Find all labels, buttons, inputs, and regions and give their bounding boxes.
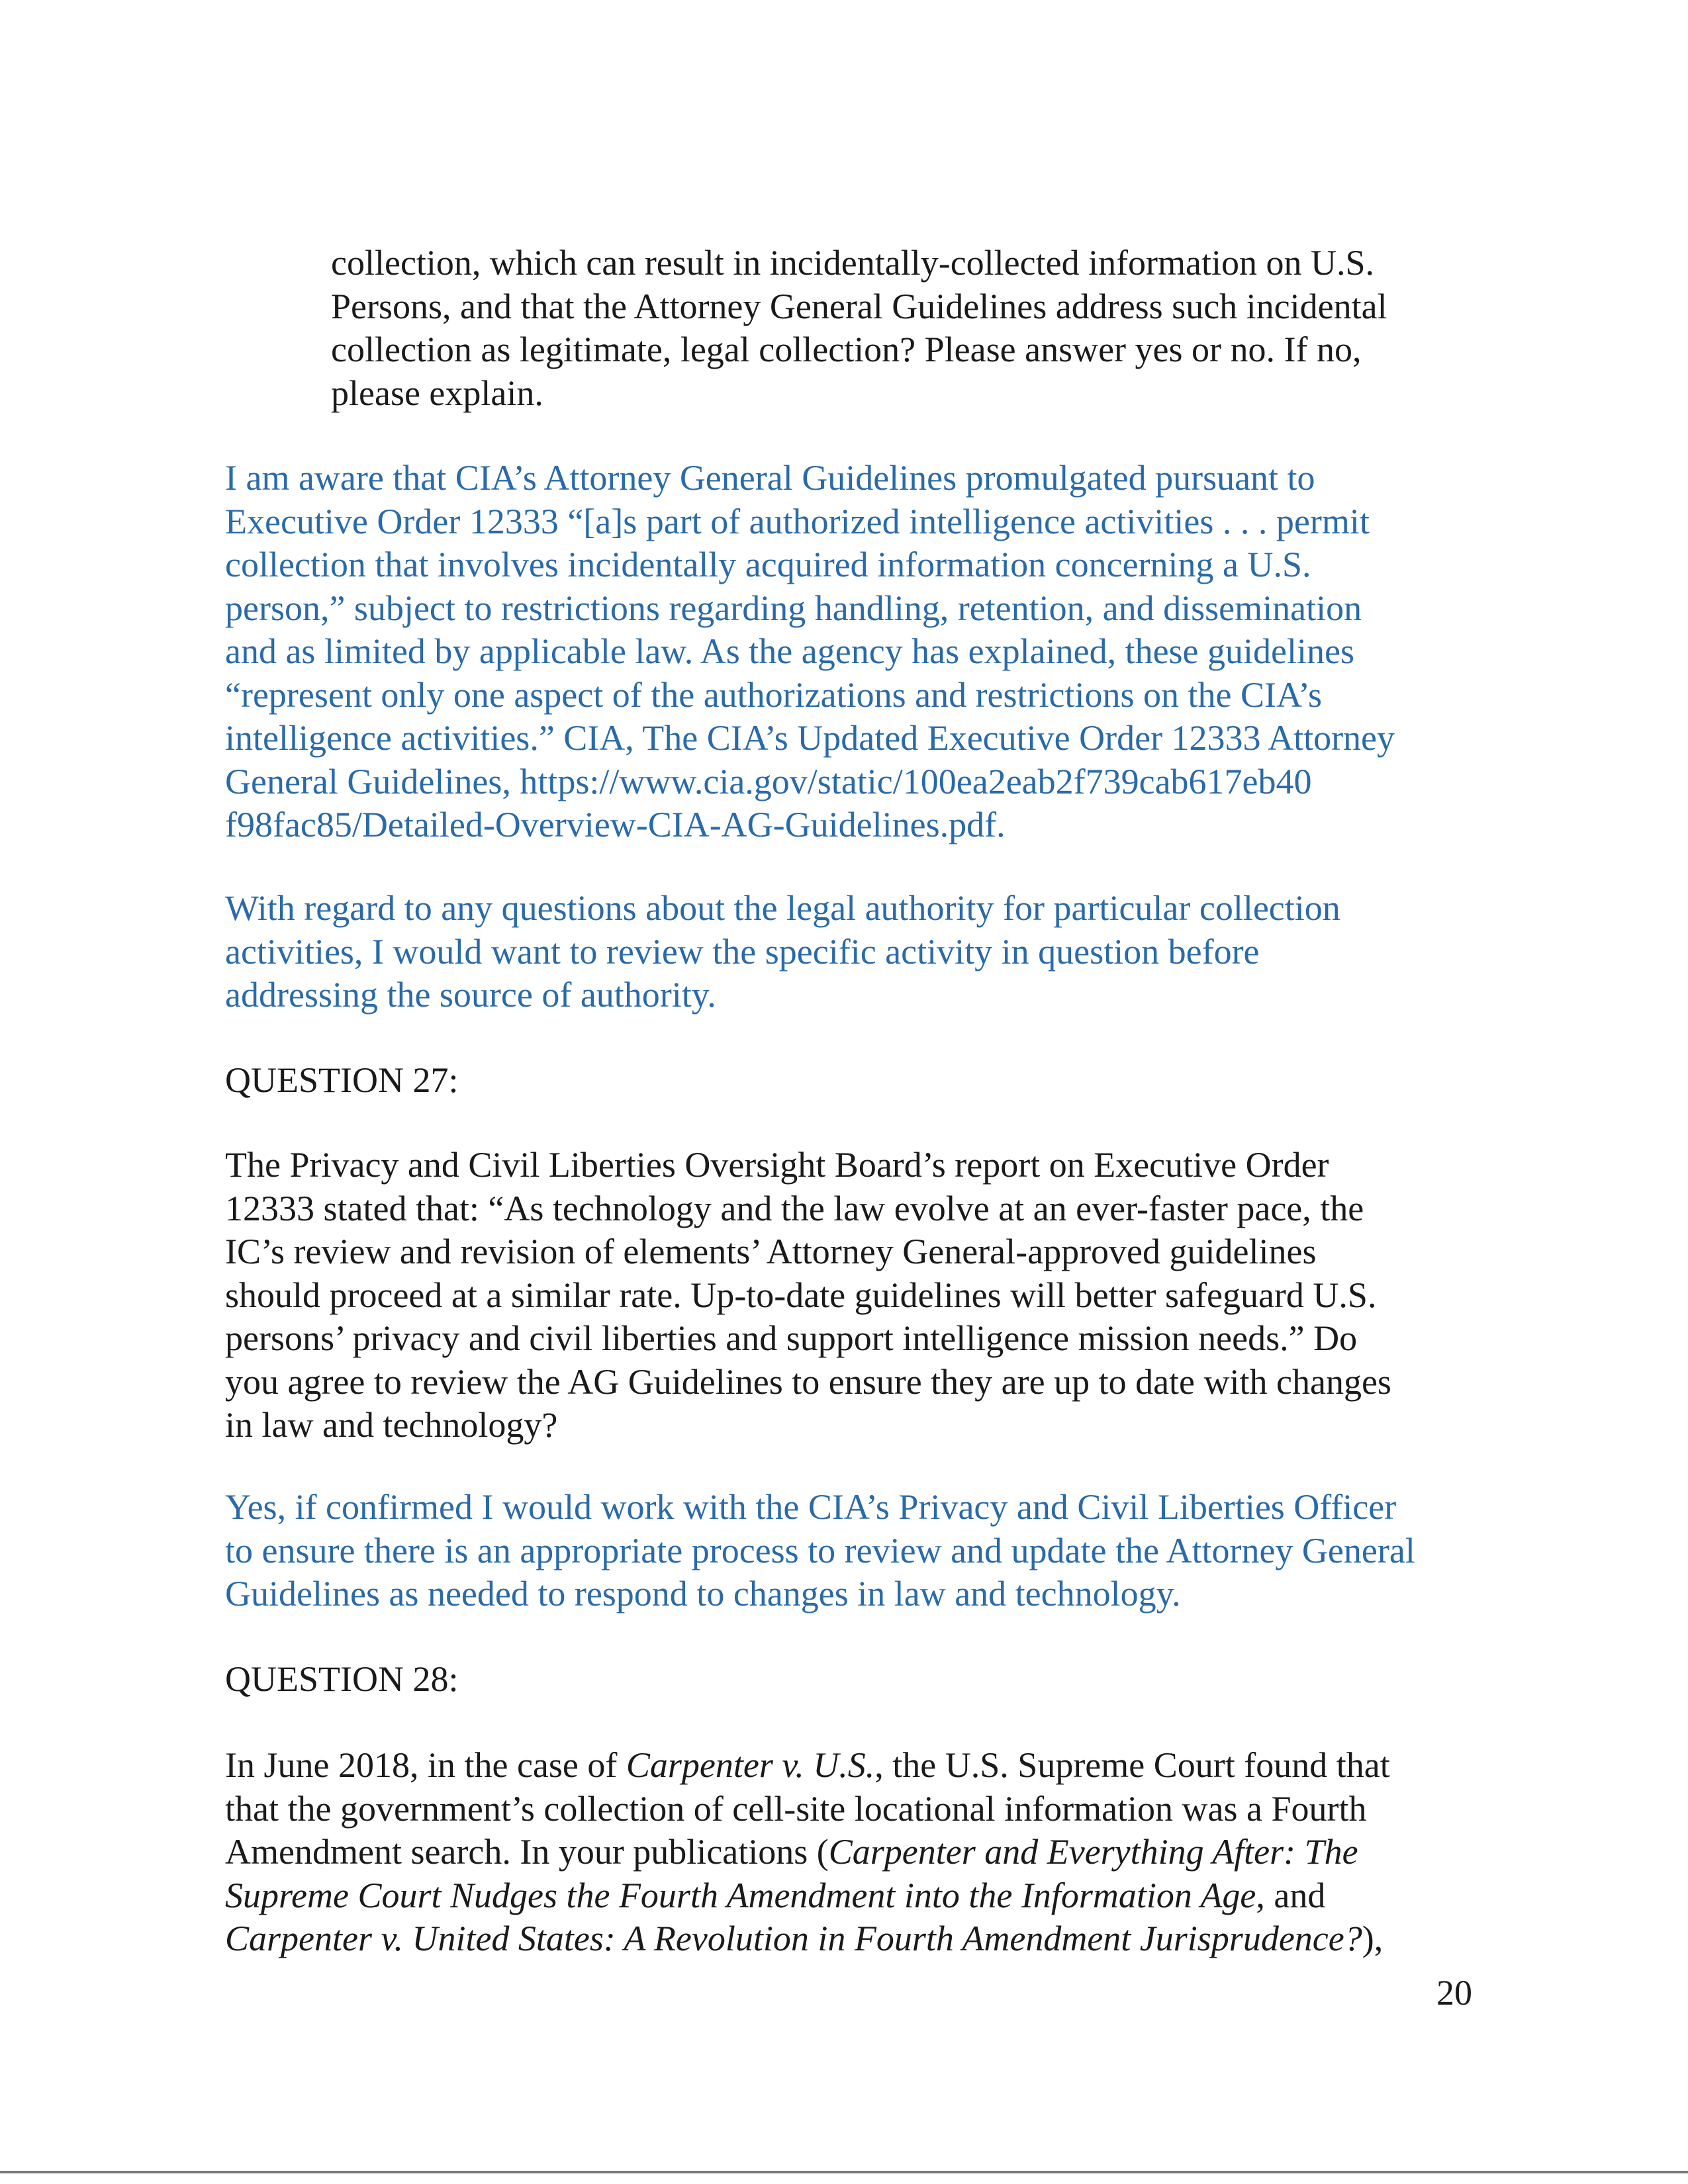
text: , the U.S. Supreme Court found that <box>874 1745 1390 1785</box>
text-line: The Privacy and Civil Liberties Oversight Board’s report on Executive Order <box>225 1145 1329 1185</box>
text-line: should proceed at a similar rate. Up-to-date guidelines will better safeguard U.S. <box>225 1275 1377 1315</box>
text-line <box>225 1917 1390 1961</box>
text-line: person,” subject to restrictions regarding handling, retention, and dissemination <box>225 588 1362 628</box>
text-line: collection as legitimate, legal collection? Please answer yes or no. If no, <box>331 330 1362 369</box>
text-line: “represent only one aspect of the authorizations and restrictions on the CIA’s <box>225 674 1323 715</box>
text-line: collection that involves incidentally acquired information concerning a U.S. <box>225 545 1311 584</box>
text-line: please explain. <box>331 373 543 413</box>
text: ), <box>1362 1919 1383 1958</box>
question-27-text <box>225 1144 1391 1447</box>
text-line: intelligence activities.” CIA, The CIA’s Updated Executive Order 12333 Attorney <box>225 718 1395 758</box>
text-line: addressing the source of authority. <box>225 975 716 1015</box>
publication-title: Carpenter and Everything After: The <box>828 1832 1358 1872</box>
text-line: that the government’s collection of cell-site locational information was a Fourth <box>225 1788 1367 1829</box>
text-line <box>225 1874 1390 1918</box>
publication-title: Carpenter v. United States: A Revolution in Fourth Amendment Jurisprudence? <box>225 1919 1362 1958</box>
text: , and <box>1256 1875 1326 1915</box>
page-bottom-edge <box>0 2171 1688 2173</box>
text-line: collection, which can result in incidentally-collected information on U.S. <box>331 243 1375 283</box>
question-28-heading <box>225 1658 458 1702</box>
text-line: you agree to review the AG Guidelines to ensure they are up to date with changes <box>225 1361 1391 1402</box>
heading-text: QUESTION 27: <box>225 1060 459 1100</box>
text-line: Persons, and that the Attorney General Guidelines address such incidental <box>331 286 1387 326</box>
text-line: Yes, if confirmed I would work with the CIA’s Privacy and Civil Liberties Officer <box>225 1487 1397 1527</box>
text-line: in law and technology? <box>225 1405 558 1445</box>
question-27-heading <box>225 1059 458 1103</box>
text-line: IC’s review and revision of elements’ Attorney General-approved guidelines <box>225 1232 1317 1271</box>
text-line: With regard to any questions about the legal authority for particular collection <box>225 888 1340 928</box>
answer-paragraph-1 <box>225 457 1395 847</box>
question-28-text <box>225 1744 1390 1961</box>
text-line <box>225 1831 1390 1874</box>
text: In June 2018, in the case of <box>225 1745 626 1785</box>
text-line: to ensure there is an appropriate process to review and update the Attorney General <box>225 1530 1415 1570</box>
answer-paragraph-2 <box>225 887 1340 1017</box>
question-27-answer <box>225 1486 1415 1616</box>
text-line <box>225 1744 1390 1788</box>
text-line: Executive Order 12333 “[a]s part of authorized intelligence activities . . . permit <box>225 501 1370 541</box>
cia-guidelines-link[interactable]: General Guidelines, https://www.cia.gov/static/100ea2eab2f739cab617eb40 <box>225 761 1312 801</box>
case-name: Carpenter v. U.S. <box>626 1745 875 1785</box>
text-line: activities, I would want to review the specific activity in question before <box>225 931 1260 972</box>
cia-guidelines-link[interactable]: f98fac85/Detailed-Overview-CIA-AG-Guidelines.pdf. <box>225 805 1006 844</box>
text: Amendment search. In your publications ( <box>225 1832 829 1872</box>
text-line: Guidelines as needed to respond to changes in law and technology. <box>225 1574 1181 1614</box>
text-line: I am aware that CIA’s Attorney General Guidelines promulgated pursuant to <box>225 458 1315 498</box>
question-continuation <box>331 242 1387 415</box>
text-line: and as limited by applicable law. As the agency has explained, these guidelines <box>225 631 1354 671</box>
heading-text: QUESTION 28: <box>225 1659 459 1699</box>
page-number: 20 <box>1436 1973 1472 2013</box>
text-line: persons’ privacy and civil liberties and support intelligence mission needs.” Do <box>225 1318 1358 1358</box>
text-line: 12333 stated that: “As technology and the law evolve at an ever-faster pace, the <box>225 1188 1364 1228</box>
publication-title: Supreme Court Nudges the Fourth Amendment into the Information Age <box>225 1875 1256 1915</box>
